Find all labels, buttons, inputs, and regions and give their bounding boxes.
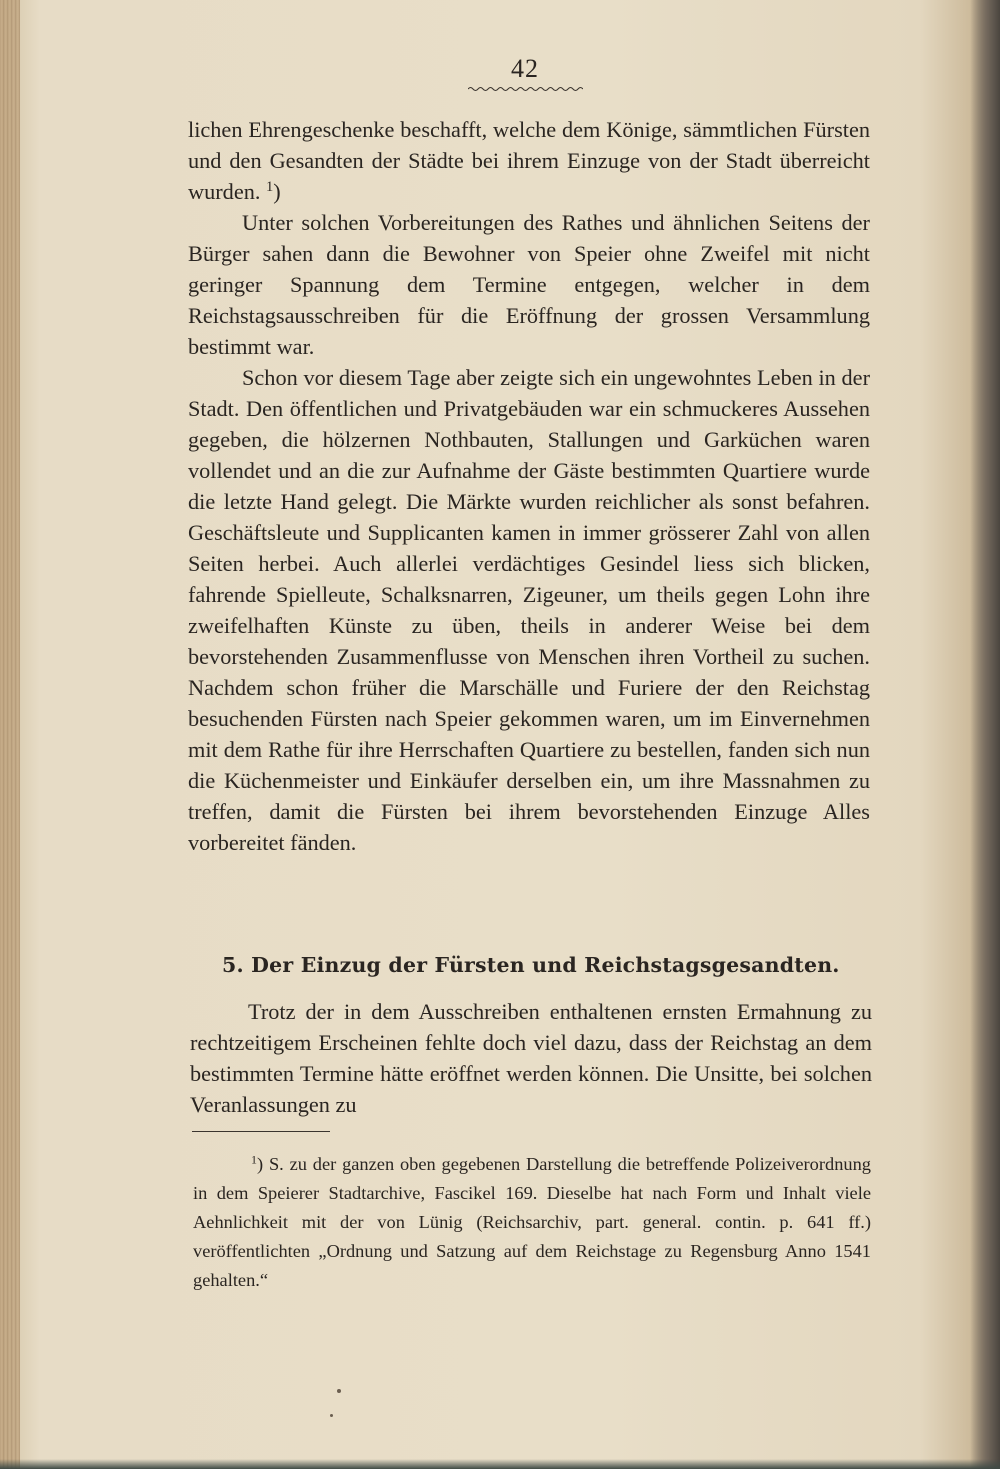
footnote-separator: [192, 1131, 330, 1132]
section-text: [190, 996, 872, 1120]
body-paragraph-text: lichen Ehrengeschenke beschafft, welche dem Könige, sämmtlichen Fürsten und den Gesandten der Städte bei ihrem Einzuge von der Stadt überreicht wurden.: [188, 117, 870, 204]
section-paragraph: Trotz der in dem Ausschreiben enthaltenen ernsten Ermahnung zu rechtzeitigem Erscheinen fehlte doch viel dazu, dass der Reichstag an dem bestimmten Termine hätte eröffnet werden können. Die Unsitte, bei solchen Veranlassungen zu: [190, 999, 872, 1117]
page-number: 42: [511, 54, 539, 83]
paper-speck: [330, 1414, 333, 1417]
page-number-ornament: [468, 86, 583, 92]
body-paragraph: [188, 114, 870, 207]
footnote-reference: 1: [266, 179, 274, 196]
footnotes: [193, 1150, 871, 1295]
footnote-marker-close: ): [256, 1154, 264, 1174]
body-paragraph: Schon vor diesem Tage aber zeigte sich ein ungewohntes Leben in der Stadt. Den öffentlichen und Privatgebäuden war ein schmuckeres Aussehen gegeben, die hölzernen Nothbauten, Stallungen und Garküchen waren vollendet und an die zur Aufnahme der Gäste bestimmten Quartiere wurde die letzte Hand gelegt. Die Märkte wurden reichlicher als sonst befahren. Geschäftsleute und Supplicanten kamen in immer grösserer Zahl von allen Seiten herbei. Auch allerlei verdächtiges Gesindel liess sich blicken, fahrende Spielleute, Schalksnarren, Zigeuner, um theils gegen Lohn ihre zweifelhaften Künste zu üben, theils in anderer Weise bei dem bevorstehenden Zusammenflusse von Menschen ihren Vortheil zu suchen. Nachdem schon früher die Marschälle und Furiere der den Reichstag besuchenden Fürsten nach Speier gekommen waren, um im Einvernehmen mit dem Rathe für ihre Herrschaften Quartiere zu bestellen, fanden sich nun die Küchenmeister und Einkäufer derselben ein, um ihre Massnahmen zu treffen, damit die Fürsten bei ihrem bevorstehenden Einzuge Alles vorbereitet fänden.: [188, 365, 870, 855]
footnote: [193, 1150, 871, 1295]
binding-shadow: [970, 0, 1000, 1469]
footnote-reference-close: ): [273, 179, 281, 204]
page-block-edge: [0, 0, 20, 1469]
bottom-edge: [0, 1459, 1000, 1469]
footnote-marker: 1: [251, 1152, 257, 1167]
paper-speck: [337, 1389, 341, 1393]
section-heading: 5. Der Einzug der Fürsten und Reichstagsgesandten.: [222, 953, 840, 977]
body-paragraph: Unter solchen Vorbereitungen des Rathes und ähnlichen Seitens der Bürger sahen dann die Bewohner von Speier ohne Zweifel mit nicht geringer Spannung dem Termine entgegen, welcher in dem Reichstagsausschreiben für die Eröffnung der grossen Versammlung bestimmt war.: [188, 210, 870, 359]
footnote-text: S. zu der ganzen oben gegebenen Darstellung die betreffende Polizeiverordnung in dem Speierer Stadtarchive, Fascikel 169. Dieselbe hat nach Form und Inhalt viele Aehnlichkeit mit der von Lünig (Reichsarchiv, part. general. contin. p. 641 ff.) veröffentlichten „Ordnung und Satzung auf dem Reichstage zu Regensburg Anno 1541 gehalten.“: [193, 1154, 871, 1290]
main-text: [188, 114, 870, 858]
